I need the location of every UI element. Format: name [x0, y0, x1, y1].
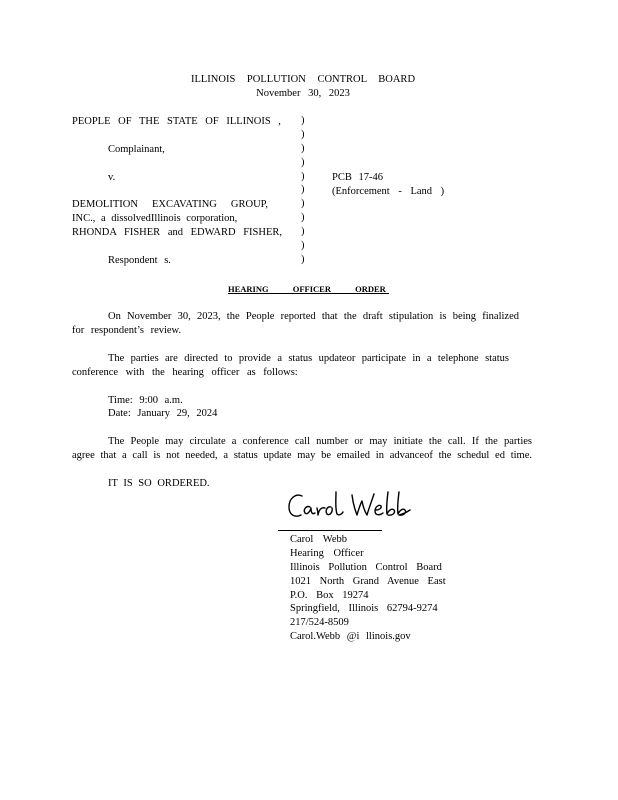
conference-time: Time: 9:00 a.m.	[108, 395, 183, 406]
so-ordered: IT IS SO ORDERED.	[108, 478, 210, 489]
versus: v.	[108, 172, 116, 183]
caption-parentheses: ) ) ) ) ) ) ) ) ) ) )	[301, 115, 305, 265]
case-number: PCB 17-46	[332, 172, 383, 183]
signer-email: Carol.Webb @i llinois.gov	[290, 631, 411, 642]
signer-title: Hearing Officer	[290, 548, 364, 559]
paragraph-1-line-2: for respondent’s review.	[72, 325, 182, 336]
signer-name: Carol Webb	[290, 534, 347, 545]
paragraph-2-line-1: The parties are directed to provide a status updateor participate in a telephone status	[108, 353, 509, 364]
conference-date: Date: January 29, 2024	[108, 408, 218, 419]
paragraph-2-line-2: conference with the hearing officer as follows:	[72, 367, 298, 378]
case-type: (Enforcement - Land )	[332, 186, 445, 197]
paragraph-3-line-2: agree that a call is not needed, a status update may be emailed in advanceof the schedul ed time.	[72, 450, 532, 461]
signer-po-box: P.O. Box 19274	[290, 590, 369, 601]
agency-title: ILLINOIS POLLUTION CONTROL BOARD	[190, 74, 416, 85]
respondent-role: Respondent s.	[108, 255, 171, 266]
signer-street: 1021 North Grand Avenue East	[290, 576, 446, 587]
paragraph-3-line-1: The People may circulate a conference call number or may initiate the call. If the parties	[108, 436, 532, 447]
order-title-underline	[228, 293, 389, 294]
complainant-name: PEOPLE OF THE STATE OF ILLINOIS ,	[72, 116, 281, 127]
signer-organization: Illinois Pollution Control Board	[290, 562, 442, 573]
order-title: HEARING OFFICER ORDER	[228, 284, 386, 294]
signer-phone: 217/524-8509	[290, 617, 349, 628]
respondent-line-1: DEMOLITION EXCAVATING GROUP,	[72, 199, 268, 210]
paragraph-1-line-1: On November 30, 2023, the People reported that the draft stipulation is being finalized	[108, 311, 519, 322]
order-date: November 30, 2023	[256, 88, 350, 99]
signer-city: Springfield, Illinois 62794-9274	[290, 603, 438, 614]
complainant-role: Complainant,	[108, 144, 165, 155]
signature-line	[278, 530, 382, 531]
respondent-line-3: RHONDA FISHER and EDWARD FISHER,	[72, 227, 282, 238]
respondent-line-2: INC., a dissolvedIllinois corporation,	[72, 213, 238, 224]
handwritten-signature	[286, 488, 416, 524]
